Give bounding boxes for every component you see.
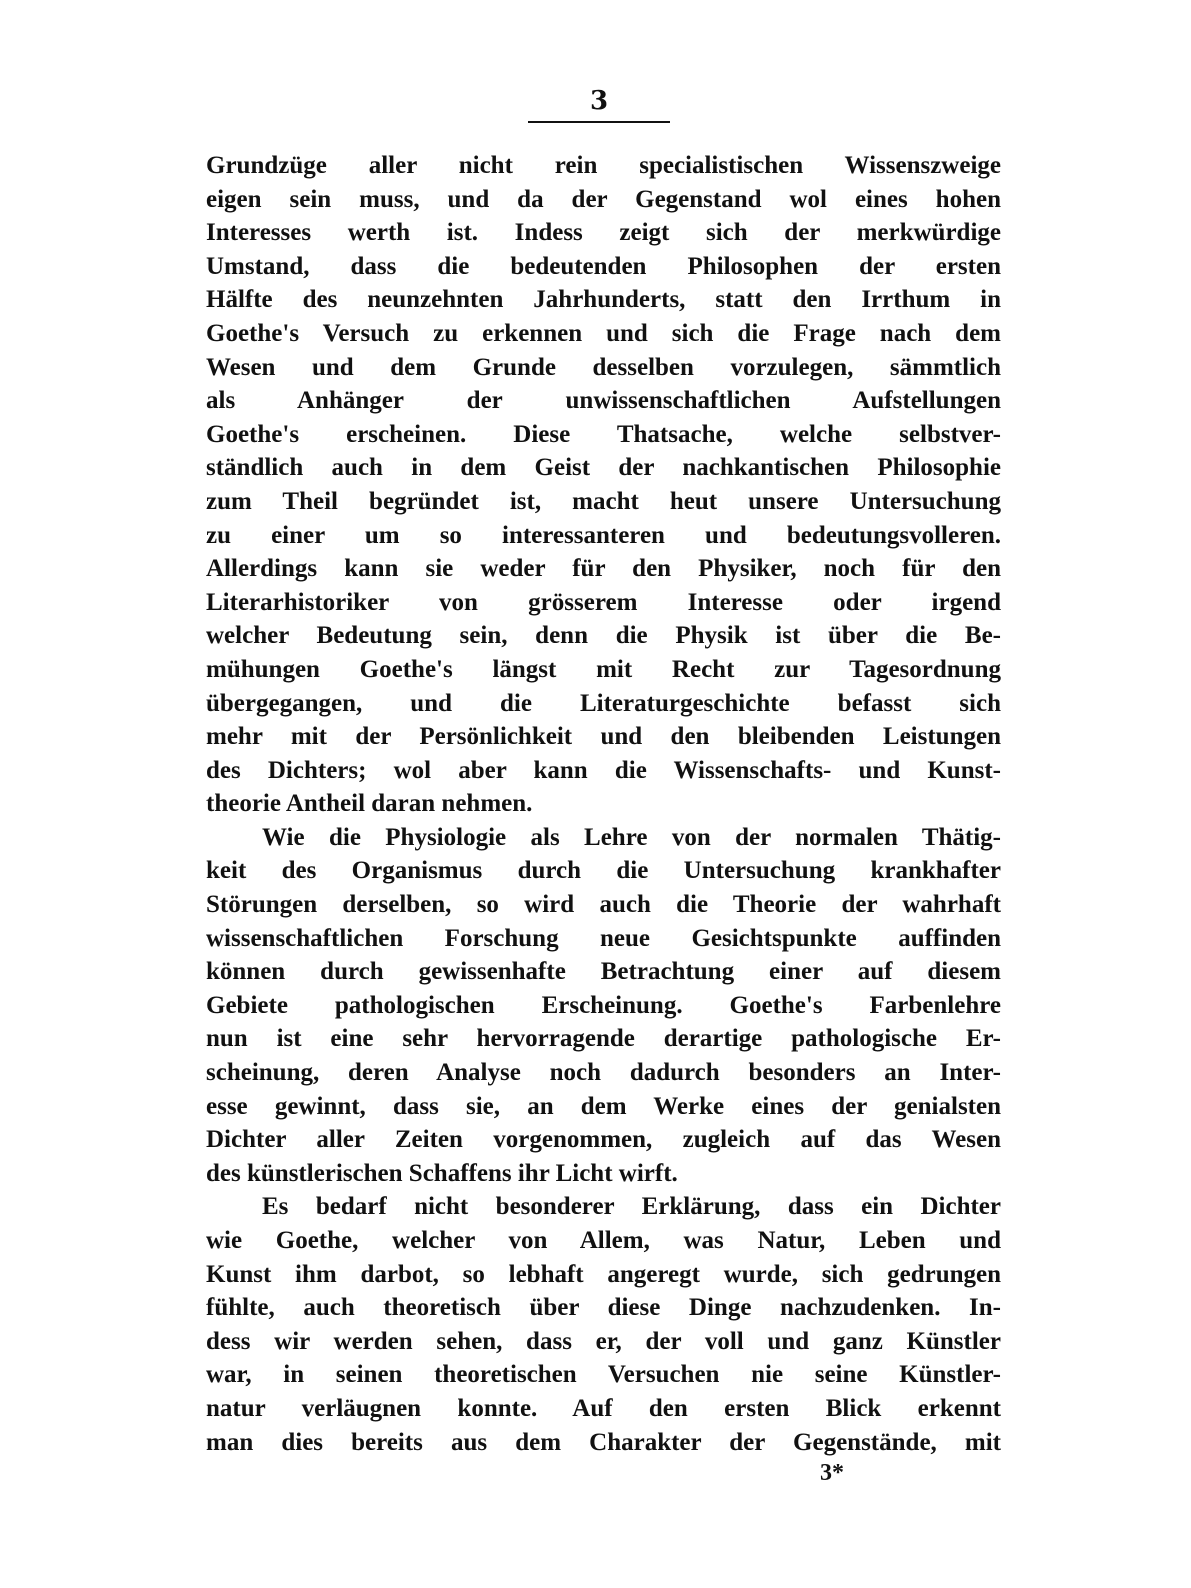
- text-line: mühungen Goethe's längst mit Recht zur Tagesordnung: [206, 655, 1001, 683]
- text-line: Allerdings kann sie weder für den Physiker, noch für den: [206, 555, 1001, 583]
- text-line: mehr mit der Persönlichkeit und den bleibenden Leistungen: [206, 723, 1001, 751]
- text-line: dess wir werden sehen, dass er, der voll und ganz Künstler: [206, 1327, 1001, 1355]
- body-text: [206, 149, 1001, 1459]
- text-line: Wie die Physiologie als Lehre von der normalen Thätig-: [262, 823, 1001, 851]
- text-line: war, in seinen theoretischen Versuchen nie seine Künstler-: [206, 1361, 1001, 1389]
- text-line: welcher Bedeutung sein, denn die Physik ist über die Be-: [206, 622, 1001, 650]
- text-line: Wesen und dem Grunde desselben vorzulegen, sämmtlich: [206, 353, 1001, 381]
- text-line: können durch gewissenhafte Betrachtung einer auf diesem: [206, 958, 1001, 986]
- text-line: scheinung, deren Analyse noch dadurch besonders an Inter-: [206, 1059, 1001, 1087]
- text-line: Grundzüge aller nicht rein specialistischen Wissenszweige: [206, 152, 1001, 179]
- text-line: zum Theil begründet ist, macht heut unsere Untersuchung: [206, 487, 1001, 515]
- text-line: Kunst ihm darbot, so lebhaft angeregt wurde, sich gedrungen: [206, 1260, 1001, 1288]
- text-line: zu einer um so interessanteren und bedeutungsvolleren.: [206, 521, 1001, 549]
- text-line: natur verläugnen konnte. Auf den ersten Blick erkennt: [206, 1394, 1001, 1422]
- text-line: Es bedarf nicht besonderer Erklärung, dass ein Dichter: [262, 1193, 1001, 1221]
- text-line: des künstlerischen Schaffens ihr Licht wirft.: [206, 1159, 678, 1187]
- text-line: Dichter aller Zeiten vorgenommen, zugleich auf das Wesen: [206, 1126, 1001, 1154]
- text-line: wie Goethe, welcher von Allem, was Natur, Leben und: [206, 1227, 1001, 1254]
- text-line: Goethe's Versuch zu erkennen und sich die Frage nach dem: [206, 319, 1001, 347]
- text-line: Literarhistoriker von grösserem Interesse oder irgend: [206, 588, 1001, 616]
- text-line: esse gewinnt, dass sie, an dem Werke eines der genialsten: [206, 1092, 1001, 1120]
- text-line: keit des Organismus durch die Untersuchung krankhafter: [206, 857, 1001, 885]
- text-line: Goethe's erscheinen. Diese Thatsache, welche selbstver-: [206, 420, 1001, 448]
- header-rule: [528, 121, 670, 123]
- text-line: des Dichters; wol aber kann die Wissenschafts- und Kunst-: [206, 756, 1001, 784]
- signature-mark: 3*: [820, 1460, 844, 1486]
- text-line: eigen sein muss, und da der Gegenstand wol eines hohen: [206, 185, 1001, 213]
- text-line: theorie Antheil daran nehmen.: [206, 790, 533, 818]
- text-line: Störungen derselben, so wird auch die Theorie der wahrhaft: [206, 891, 1001, 919]
- page-number: 3: [589, 86, 609, 116]
- text-line: fühlte, auch theoretisch über diese Dinge nachzudenken. In-: [206, 1294, 1001, 1322]
- text-line: übergegangen, und die Literaturgeschichte befasst sich: [206, 689, 1001, 717]
- text-line: wissenschaftlichen Forschung neue Gesichtspunkte auffinden: [206, 924, 1001, 952]
- text-line: nun ist eine sehr hervorragende derartige pathologische Er-: [206, 1025, 1001, 1053]
- text-line: Interesses werth ist. Indess zeigt sich der merkwürdige: [206, 219, 1001, 247]
- text-line: ständlich auch in dem Geist der nachkantischen Philosophie: [206, 454, 1001, 482]
- text-line: als Anhänger der unwissenschaftlichen Aufstellungen: [206, 387, 1001, 415]
- text-line: Hälfte des neunzehnten Jahrhunderts, statt den Irrthum in: [206, 286, 1001, 314]
- text-line: Umstand, dass die bedeutenden Philosophen der ersten: [206, 252, 1001, 280]
- text-line: Gebiete pathologischen Erscheinung. Goethe's Farbenlehre: [206, 991, 1001, 1019]
- text-line: man dies bereits aus dem Charakter der Gegenstände, mit: [206, 1428, 1001, 1456]
